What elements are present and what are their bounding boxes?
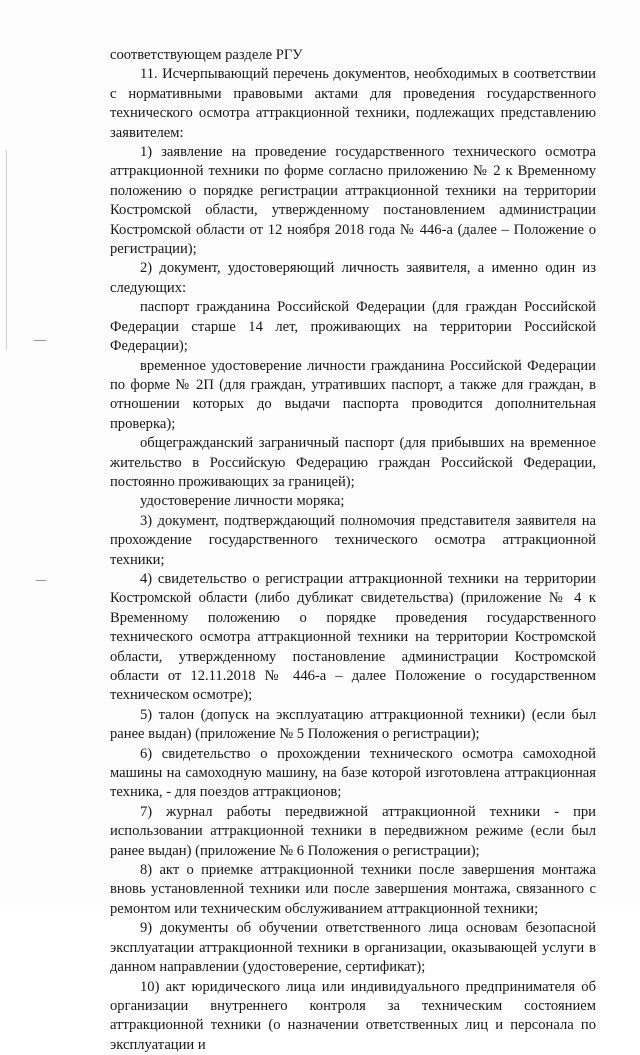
paragraph-foreign-passport: общегражданский заграничный паспорт (для прибывших на временное жительство в Российскую Федерацию граждан Российской Федерации, постоянно проживающих за границей); bbox=[110, 434, 596, 492]
scan-artifact bbox=[34, 340, 46, 341]
paragraph-11: 11. Исчерпывающий перечень документов, необходимых в соответствии с нормативными правовыми актами для проведения государственного технического осмотра аттракционной техники, подлежащих представлению заявителем: bbox=[110, 65, 596, 143]
paragraph-item-2: 2) документ, удостоверяющий личность заявителя, а именно один из следующих: bbox=[110, 259, 596, 298]
paragraph-passport: паспорт гражданина Российской Федерации (для граждан Российской Федерации старше 14 лет, проживающих на территории Российской Федерации); bbox=[110, 298, 596, 356]
scan-artifact bbox=[36, 580, 46, 581]
paragraph-seaman-id: удостоверение личности моряка; bbox=[110, 492, 596, 511]
scan-artifact bbox=[6, 150, 7, 350]
paragraph-item-1: 1) заявление на проведение государственного технического осмотра аттракционной техники по форме согласно приложению № 2 к Временному положению о порядке регистрации аттракционной техники на территории Костромской области, утвержденному постановлением администрации Костромской области от 12 ноября 2018 года № 446-а (далее – Положение о регистрации); bbox=[110, 143, 596, 259]
paragraph-item-7: 7) журнал работы передвижной аттракционной техники - при использовании аттракционной техники в передвижном режиме (если был ранее выдан) (приложение № 6 Положения о регистрации); bbox=[110, 803, 596, 861]
paragraph-item-3: 3) документ, подтверждающий полномочия представителя заявителя на прохождение государственного технического осмотра аттракционной техники; bbox=[110, 512, 596, 570]
paragraph-item-8: 8) акт о приемке аттракционной техники после завершения монтажа вновь установленной техники или после завершения монтажа, связанного с ремонтом или техническим обслуживанием аттракционной техники; bbox=[110, 861, 596, 919]
paragraph-item-10: 10) акт юридического лица или индивидуального предпринимателя об организации внутреннего контроля за техническим состоянием аттракционной техники (о назначении ответственных лиц и персонала по эксплуатации и bbox=[110, 978, 596, 1055]
paragraph-item-5: 5) талон (допуск на эксплуатацию аттракционной техники) (если был ранее выдан) (приложение № 5 Положения о регистрации); bbox=[110, 706, 596, 745]
paragraph-item-4: 4) свидетельство о регистрации аттракционной техники на территории Костромской области (либо дубликат свидетельства) (приложение № 4 к Временному положению о порядке проведения государственного технического осмотра аттракционной техники на территории Костромской области, утвержденному постановление администрации Костромской области от 12.11.2018 № 446-а – далее Положение о государственном техническом осмотре); bbox=[110, 570, 596, 706]
paragraph-item-6: 6) свидетельство о прохождении технического осмотра самоходной машины на самоходную машину, на базе которой изготовлена аттракционная техника, - для поездов аттракционов; bbox=[110, 745, 596, 803]
paragraph-item-9: 9) документы об обучении ответственного лица основам безопасной эксплуатации аттракционной техники в организации, оказывающей услуги в данном направлении (удостоверение, сертификат); bbox=[110, 919, 596, 977]
paragraph-heading-ref: соответствующем разделе РГУ bbox=[110, 46, 596, 65]
document-body bbox=[110, 46, 596, 1055]
paragraph-temporary-id: временное удостоверение личности гражданина Российской Федерации по форме № 2П (для граждан, утративших паспорт, а также для граждан, в отношении которых до выдачи паспорта проводится дополнительная проверка); bbox=[110, 357, 596, 435]
